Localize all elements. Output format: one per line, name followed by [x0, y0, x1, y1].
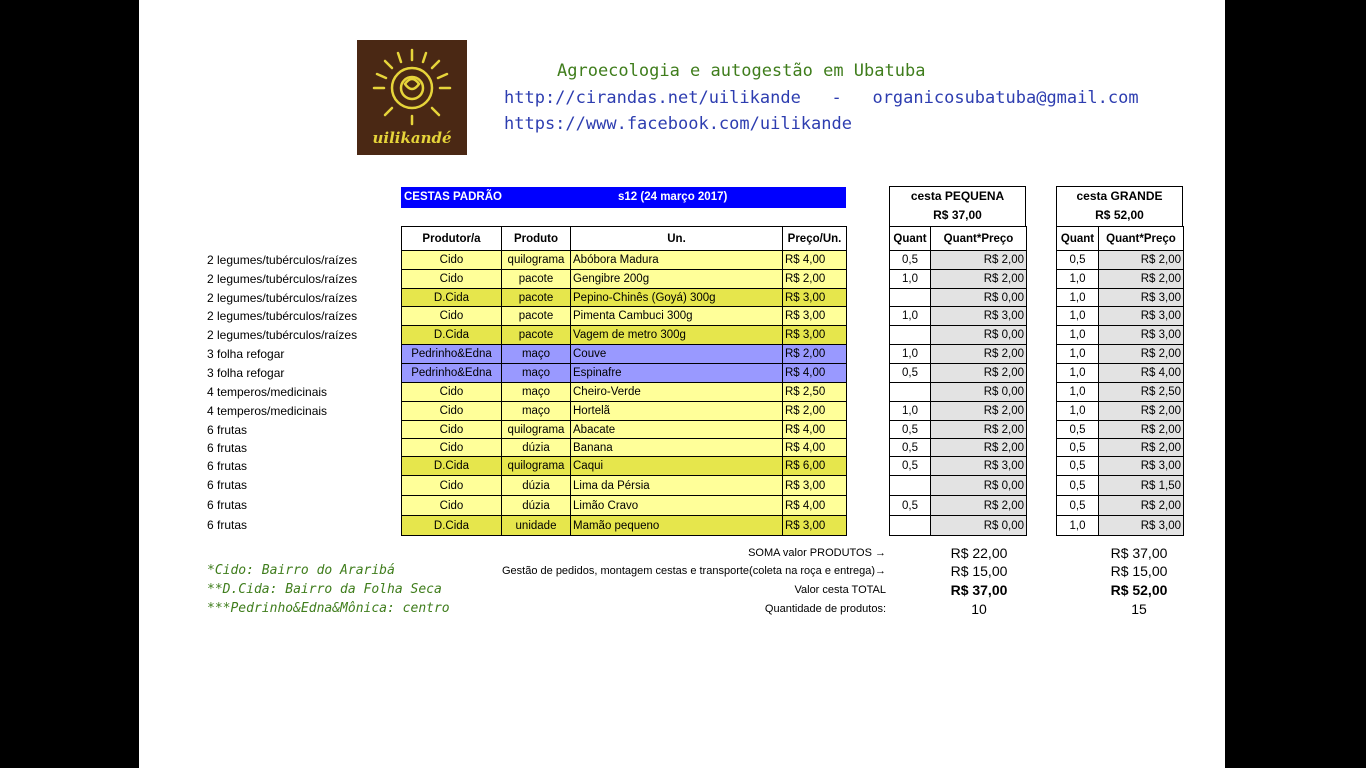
large-qty-cell: 0,5	[1057, 251, 1099, 270]
summary-small-value: R$ 22,00	[950, 545, 1008, 561]
small-qty-cell: 0,5	[890, 251, 931, 270]
producer-cell: Cido	[402, 383, 502, 402]
unit-cell: quilograma	[502, 457, 571, 476]
producer-cell: D.Cida	[402, 516, 502, 536]
small-qty-cell: 0,5	[890, 364, 931, 383]
producer-note: *Cido: Bairro do Araribá	[207, 563, 395, 578]
product-name-cell: Lima da Pérsia	[571, 476, 783, 496]
unit-cell: dúzia	[502, 496, 571, 516]
header-title: Agroecologia e autogestão em Ubatuba	[557, 61, 926, 81]
producer-cell: Pedrinho&Edna	[402, 364, 502, 383]
facebook-link[interactable]: https://www.facebook.com/uilikande	[504, 114, 852, 134]
col-product: Produto	[502, 227, 571, 251]
small-value-cell: R$ 2,00	[931, 270, 1027, 289]
col-price: Preço/Un.	[783, 227, 847, 251]
summary-large-value: R$ 52,00	[1110, 582, 1168, 598]
small-basket-row	[890, 402, 1027, 421]
product-row	[402, 421, 847, 439]
large-basket-row	[1057, 457, 1184, 476]
category-label: 6 frutas	[207, 518, 248, 532]
unit-price-cell: R$ 2,50	[783, 383, 847, 402]
summary-small-value: 10	[971, 601, 987, 617]
col-unit: Un.	[571, 227, 783, 251]
large-qty-cell: 0,5	[1057, 457, 1099, 476]
category-label: 3 folha refogar	[207, 366, 285, 380]
small-value-cell: R$ 3,00	[931, 307, 1027, 326]
product-row	[402, 364, 847, 383]
unit-cell: maço	[502, 383, 571, 402]
unit-price-cell: R$ 2,00	[783, 345, 847, 364]
large-basket-name: cesta GRANDE	[1076, 189, 1163, 203]
unit-price-cell: R$ 4,00	[783, 496, 847, 516]
large-col-qty: Quant	[1057, 227, 1099, 251]
large-col-qty-price: Quant*Preço	[1099, 227, 1184, 251]
summary-label: Gestão de pedidos, montagem cestas e transporte(coleta na roça e entrega)→	[502, 565, 886, 577]
small-value-cell: R$ 2,00	[931, 345, 1027, 364]
producer-note: ***Pedrinho&Edna&Mônica: centro	[207, 601, 450, 616]
unit-price-cell: R$ 2,00	[783, 270, 847, 289]
large-value-cell: R$ 2,00	[1099, 439, 1184, 457]
category-label: 6 frutas	[207, 478, 248, 492]
small-qty-cell: 0,5	[890, 457, 931, 476]
product-name-cell: Limão Cravo	[571, 496, 783, 516]
producer-cell: Cido	[402, 270, 502, 289]
svg-text:uilikandé: uilikandé	[372, 129, 452, 147]
small-basket-row	[890, 289, 1027, 307]
large-qty-cell: 1,0	[1057, 364, 1099, 383]
product-row	[402, 439, 847, 457]
small-value-cell: R$ 0,00	[931, 516, 1027, 536]
unit-cell: pacote	[502, 270, 571, 289]
small-basket-row	[890, 383, 1027, 402]
small-value-cell: R$ 2,00	[931, 496, 1027, 516]
unit-price-cell: R$ 3,00	[783, 476, 847, 496]
large-value-cell: R$ 2,00	[1099, 496, 1184, 516]
small-basket-row	[890, 307, 1027, 326]
product-row	[402, 326, 847, 345]
small-basket-name: cesta PEQUENA	[910, 189, 1005, 203]
unit-cell: pacote	[502, 307, 571, 326]
large-basket-row	[1057, 326, 1184, 345]
producer-cell: Cido	[402, 476, 502, 496]
summary-label: Valor cesta TOTAL	[794, 584, 886, 596]
producer-note: **D.Cida: Bairro da Folha Seca	[207, 582, 442, 597]
unit-price-cell: R$ 4,00	[783, 421, 847, 439]
unit-cell: unidade	[502, 516, 571, 536]
product-row	[402, 457, 847, 476]
large-qty-cell: 1,0	[1057, 383, 1099, 402]
large-qty-cell: 1,0	[1057, 345, 1099, 364]
unit-cell: maço	[502, 402, 571, 421]
unit-price-cell: R$ 4,00	[783, 251, 847, 270]
small-basket-row	[890, 476, 1027, 496]
product-row	[402, 307, 847, 326]
large-value-cell: R$ 2,00	[1099, 421, 1184, 439]
small-value-cell: R$ 0,00	[931, 476, 1027, 496]
small-value-cell: R$ 0,00	[931, 289, 1027, 307]
unit-price-cell: R$ 6,00	[783, 457, 847, 476]
unit-price-cell: R$ 3,00	[783, 307, 847, 326]
small-basket-row	[890, 251, 1027, 270]
category-label: 6 frutas	[207, 459, 248, 473]
unit-cell: pacote	[502, 326, 571, 345]
category-label: 2 legumes/tubérculos/raízes	[207, 253, 358, 267]
producer-cell: Pedrinho&Edna	[402, 345, 502, 364]
product-name-cell: Pepino-Chinês (Goyá) 300g	[571, 289, 783, 307]
product-row	[402, 345, 847, 364]
unit-cell: quilograma	[502, 421, 571, 439]
banner-date: s12 (24 março 2017)	[618, 191, 728, 203]
small-basket-row	[890, 326, 1027, 345]
large-value-cell: R$ 2,00	[1099, 251, 1184, 270]
large-basket-row	[1057, 251, 1184, 270]
large-basket-table	[1056, 226, 1184, 536]
summary-large-value: R$ 37,00	[1110, 545, 1168, 561]
large-qty-cell: 1,0	[1057, 402, 1099, 421]
category-label: 6 frutas	[207, 441, 248, 455]
category-label: 6 frutas	[207, 423, 248, 437]
unit-cell: dúzia	[502, 476, 571, 496]
unit-price-cell: R$ 3,00	[783, 326, 847, 345]
producer-cell: D.Cida	[402, 326, 502, 345]
small-value-cell: R$ 2,00	[931, 251, 1027, 270]
producer-cell: Cido	[402, 402, 502, 421]
small-value-cell: R$ 2,00	[931, 402, 1027, 421]
unit-price-cell: R$ 2,00	[783, 402, 847, 421]
small-value-cell: R$ 2,00	[931, 421, 1027, 439]
producer-cell: D.Cida	[402, 289, 502, 307]
baskets-banner	[401, 187, 846, 208]
large-qty-cell: 0,5	[1057, 496, 1099, 516]
large-value-cell: R$ 2,00	[1099, 270, 1184, 289]
small-qty-cell: 1,0	[890, 402, 931, 421]
producer-cell: D.Cida	[402, 457, 502, 476]
summary-label: Quantidade de produtos:	[764, 603, 886, 615]
large-basket-row	[1057, 270, 1184, 289]
summary-small-value: R$ 15,00	[950, 563, 1008, 579]
large-basket-row	[1057, 439, 1184, 457]
banner-label: CESTAS PADRÃO	[404, 191, 502, 203]
unit-price-cell: R$ 3,00	[783, 516, 847, 536]
large-qty-cell: 1,0	[1057, 326, 1099, 345]
small-value-cell: R$ 3,00	[931, 457, 1027, 476]
products-header-row	[402, 227, 847, 251]
logo-icon	[357, 40, 467, 155]
small-basket-row	[890, 345, 1027, 364]
unit-price-cell: R$ 4,00	[783, 364, 847, 383]
large-qty-cell: 1,0	[1057, 270, 1099, 289]
summary-large-value: R$ 15,00	[1110, 563, 1168, 579]
product-name-cell: Couve	[571, 345, 783, 364]
unit-price-cell: R$ 3,00	[783, 289, 847, 307]
category-label: 3 folha refogar	[207, 347, 285, 361]
summary-large-value: 15	[1131, 601, 1147, 617]
large-value-cell: R$ 3,00	[1099, 289, 1184, 307]
producer-cell: Cido	[402, 496, 502, 516]
product-name-cell: Caqui	[571, 457, 783, 476]
col-producer: Produtor/a	[402, 227, 502, 251]
large-basket-row	[1057, 421, 1184, 439]
unit-cell: maço	[502, 345, 571, 364]
large-qty-cell: 0,5	[1057, 421, 1099, 439]
product-row	[402, 270, 847, 289]
small-qty-cell: 0,5	[890, 496, 931, 516]
small-qty-cell	[890, 383, 931, 402]
small-qty-cell	[890, 476, 931, 496]
product-row	[402, 476, 847, 496]
large-value-cell: R$ 3,00	[1099, 326, 1184, 345]
small-value-cell: R$ 2,00	[931, 439, 1027, 457]
small-qty-cell: 1,0	[890, 270, 931, 289]
large-basket-price: R$ 52,00	[1095, 208, 1144, 222]
uilikande-logo	[357, 40, 467, 155]
small-basket-row	[890, 496, 1027, 516]
category-label: 2 legumes/tubérculos/raízes	[207, 328, 358, 342]
large-value-cell: R$ 4,00	[1099, 364, 1184, 383]
small-value-cell: R$ 0,00	[931, 326, 1027, 345]
product-name-cell: Pimenta Cambuci 300g	[571, 307, 783, 326]
large-value-cell: R$ 3,00	[1099, 457, 1184, 476]
small-value-cell: R$ 0,00	[931, 383, 1027, 402]
header-links-text: http://cirandas.net/uilikande - organicosubatuba@gmail.com	[504, 88, 1139, 108]
large-value-cell: R$ 2,00	[1099, 402, 1184, 421]
unit-price-cell: R$ 4,00	[783, 439, 847, 457]
product-name-cell: Mamão pequeno	[571, 516, 783, 536]
large-value-cell: R$ 2,50	[1099, 383, 1184, 402]
product-row	[402, 496, 847, 516]
small-basket-row	[890, 457, 1027, 476]
unit-cell: dúzia	[502, 439, 571, 457]
small-qty-cell: 0,5	[890, 439, 931, 457]
producer-cell: Cido	[402, 251, 502, 270]
small-value-cell: R$ 2,00	[931, 364, 1027, 383]
unit-cell: maço	[502, 364, 571, 383]
large-qty-cell: 1,0	[1057, 516, 1099, 536]
small-basket-row	[890, 516, 1027, 536]
product-name-cell: Hortelã	[571, 402, 783, 421]
large-value-cell: R$ 3,00	[1099, 516, 1184, 536]
product-name-cell: Abóbora Madura	[571, 251, 783, 270]
small-basket-row	[890, 421, 1027, 439]
large-value-cell: R$ 3,00	[1099, 307, 1184, 326]
large-basket-row	[1057, 289, 1184, 307]
small-basket-table	[889, 226, 1027, 536]
producer-cell: Cido	[402, 439, 502, 457]
category-label: 6 frutas	[207, 498, 248, 512]
large-basket-row	[1057, 476, 1184, 496]
small-col-qty: Quant	[890, 227, 931, 251]
large-qty-cell: 0,5	[1057, 476, 1099, 496]
small-basket-row	[890, 439, 1027, 457]
small-basket-row	[890, 364, 1027, 383]
product-name-cell: Espinafre	[571, 364, 783, 383]
product-row	[402, 251, 847, 270]
summary-label: SOMA valor PRODUTOS →	[748, 547, 886, 559]
category-label: 2 legumes/tubérculos/raízes	[207, 291, 358, 305]
small-qty-cell	[890, 326, 931, 345]
summary-small-value: R$ 37,00	[950, 582, 1008, 598]
product-name-cell: Gengibre 200g	[571, 270, 783, 289]
small-qty-cell: 1,0	[890, 307, 931, 326]
unit-cell: pacote	[502, 289, 571, 307]
product-row	[402, 402, 847, 421]
small-basket-price: R$ 37,00	[933, 208, 982, 222]
large-basket-header	[1056, 186, 1183, 227]
large-basket-row	[1057, 402, 1184, 421]
large-qty-cell: 1,0	[1057, 289, 1099, 307]
small-qty-cell: 1,0	[890, 345, 931, 364]
unit-cell: quilograma	[502, 251, 571, 270]
document-page	[139, 0, 1225, 768]
small-basket-header	[889, 186, 1026, 227]
large-qty-cell: 1,0	[1057, 307, 1099, 326]
product-name-cell: Abacate	[571, 421, 783, 439]
producer-cell: Cido	[402, 307, 502, 326]
large-basket-row	[1057, 496, 1184, 516]
producer-cell: Cido	[402, 421, 502, 439]
product-name-cell: Banana	[571, 439, 783, 457]
large-basket-row	[1057, 345, 1184, 364]
large-basket-row	[1057, 307, 1184, 326]
product-row	[402, 383, 847, 402]
large-basket-row	[1057, 516, 1184, 536]
large-qty-cell: 0,5	[1057, 439, 1099, 457]
category-label: 4 temperos/medicinais	[207, 404, 328, 418]
small-col-qty-price: Quant*Preço	[931, 227, 1027, 251]
header-links	[504, 88, 1139, 108]
small-qty-cell	[890, 516, 931, 536]
product-row	[402, 289, 847, 307]
category-label: 4 temperos/medicinais	[207, 385, 328, 399]
small-qty-cell: 0,5	[890, 421, 931, 439]
large-basket-row	[1057, 383, 1184, 402]
large-value-cell: R$ 2,00	[1099, 345, 1184, 364]
small-basket-row	[890, 270, 1027, 289]
small-qty-cell	[890, 289, 931, 307]
product-row	[402, 516, 847, 536]
products-table	[401, 226, 847, 536]
product-name-cell: Cheiro-Verde	[571, 383, 783, 402]
category-label: 2 legumes/tubérculos/raízes	[207, 272, 358, 286]
product-name-cell: Vagem de metro 300g	[571, 326, 783, 345]
large-value-cell: R$ 1,50	[1099, 476, 1184, 496]
category-label: 2 legumes/tubérculos/raízes	[207, 309, 358, 323]
large-basket-row	[1057, 364, 1184, 383]
